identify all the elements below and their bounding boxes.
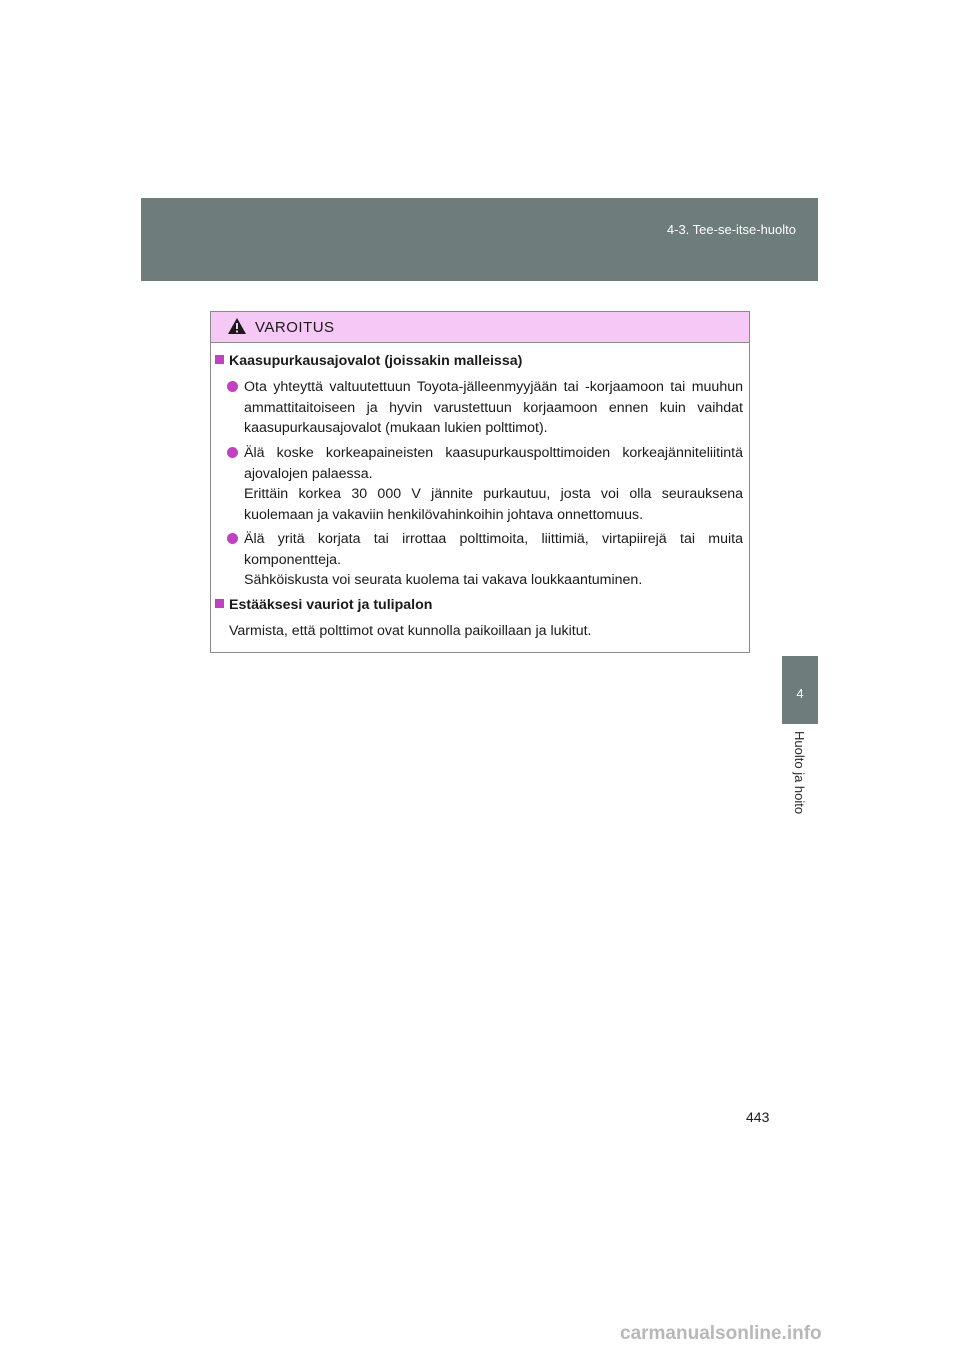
- warning-title: VAROITUS: [255, 319, 335, 336]
- chapter-label: Huolto ja hoito: [792, 731, 807, 815]
- round-bullet-icon: [227, 381, 238, 392]
- section-title: 4-3. Tee-se-itse-huolto: [666, 222, 796, 237]
- round-bullet-icon: [227, 447, 238, 458]
- bullet-text: Ota yhteyttä valtuutettuun Toyota-jälleenmyyjään tai -korjaamoon tai muuhun ammattitaitoiseen ja hyvin varustettuun korjaamoon ennen kuin vaihdat kaasupurkausajovalot (mukaan lukien polttimot).: [244, 379, 743, 436]
- warning-text: Varmista, että polttimot ovat kunnolla paikoillaan ja lukitut.: [229, 623, 592, 639]
- bullet-text-continued: Sähköiskusta voi seurata kuolema tai vakava loukkaantuminen.: [244, 572, 643, 588]
- bullet-text: Älä yritä korjata tai irrottaa polttimoita, liittimiä, virtapiirejä tai muita komponentteja.: [244, 531, 743, 568]
- bullet-text: Älä koske korkeapaineisten kaasupurkauspolttimoiden korkeajänniteliitintä ajovalojen palaessa.: [244, 445, 743, 482]
- watermark: carmanualsonline.info: [620, 1323, 822, 1344]
- bullet-item: [227, 529, 743, 591]
- bullet-item: [227, 377, 743, 439]
- section-header-bar: [141, 198, 818, 281]
- bullet-item: [227, 443, 743, 525]
- square-bullet-icon: [215, 355, 224, 364]
- chapter-number: 4: [796, 686, 804, 701]
- bullet-text-continued: Erittäin korkea 30 000 V jännite purkautuu, josta voi olla seurauksena kuolemaan ja vakaviin henkilövahinkoihin johtava onnettomuus.: [244, 486, 743, 523]
- warning-heading-2: Estääksesi vauriot ja tulipalon: [215, 595, 432, 616]
- warning-box: [210, 311, 750, 653]
- square-bullet-icon: [215, 599, 224, 608]
- warning-header: [211, 312, 749, 343]
- chapter-tab: [782, 656, 818, 724]
- page-number: 443: [746, 1109, 770, 1125]
- warning-triangle-icon: [227, 317, 247, 335]
- round-bullet-icon: [227, 533, 238, 544]
- warning-heading-1: Kaasupurkausajovalot (joissakin malleissa): [215, 351, 522, 372]
